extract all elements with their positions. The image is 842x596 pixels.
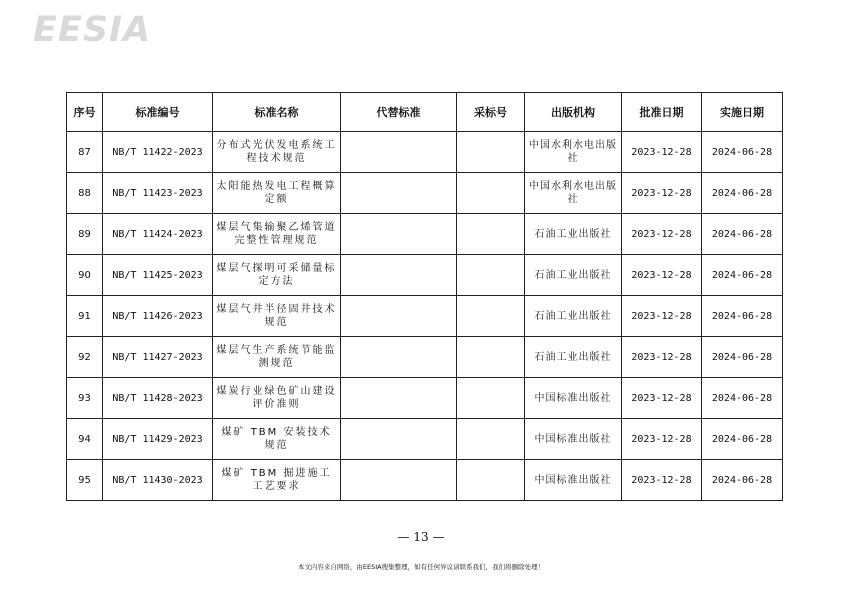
header-replaces: 代替标准: [341, 93, 457, 132]
table-row: [67, 296, 783, 337]
table-row: [67, 214, 783, 255]
cell-std-no: NB/T 11429-2023: [103, 419, 213, 460]
cell-seq: 95: [67, 460, 103, 501]
cell-publisher: 中国标准出版社: [525, 419, 622, 460]
cell-std-no: NB/T 11427-2023: [103, 337, 213, 378]
table-row: [67, 419, 783, 460]
cell-adopted: [457, 173, 525, 214]
cell-seq: 87: [67, 132, 103, 173]
cell-replaces: [341, 378, 457, 419]
page-number: — 13 —: [397, 530, 445, 544]
cell-effective: 2024-06-28: [702, 296, 783, 337]
cell-effective: 2024-06-28: [702, 255, 783, 296]
cell-approved: 2023-12-28: [622, 460, 702, 501]
header-adopted: 采标号: [457, 93, 525, 132]
header-name: 标准名称: [213, 93, 341, 132]
cell-replaces: [341, 419, 457, 460]
cell-approved: 2023-12-28: [622, 337, 702, 378]
cell-effective: 2024-06-28: [702, 460, 783, 501]
cell-adopted: [457, 296, 525, 337]
cell-name: 煤矿 TBM 掘进施工工艺要求: [213, 460, 341, 501]
cell-std-no: NB/T 11426-2023: [103, 296, 213, 337]
footer-disclaimer: 本文内容来自网络，由EESIA搜集整理，如有任何异议请联系我们，我们将删除处理！: [297, 563, 545, 571]
cell-effective: 2024-06-28: [702, 132, 783, 173]
cell-seq: 93: [67, 378, 103, 419]
cell-name: 煤层气探明可采储量标定方法: [213, 255, 341, 296]
header-publisher: 出版机构: [525, 93, 622, 132]
cell-name: 煤层气生产系统节能监测规范: [213, 337, 341, 378]
header-effective: 实施日期: [702, 93, 783, 132]
cell-approved: 2023-12-28: [622, 214, 702, 255]
eesia-watermark-logo: EESIA: [33, 10, 152, 50]
cell-effective: 2024-06-28: [702, 419, 783, 460]
cell-seq: 91: [67, 296, 103, 337]
cell-name: 煤层气井半径固井技术规范: [213, 296, 341, 337]
cell-name: 煤矿 TBM 安装技术规范: [213, 419, 341, 460]
cell-approved: 2023-12-28: [622, 378, 702, 419]
cell-publisher: 石油工业出版社: [525, 296, 622, 337]
cell-replaces: [341, 214, 457, 255]
cell-effective: 2024-06-28: [702, 214, 783, 255]
cell-std-no: NB/T 11425-2023: [103, 255, 213, 296]
standards-table: [66, 92, 783, 501]
cell-adopted: [457, 337, 525, 378]
cell-adopted: [457, 255, 525, 296]
cell-name: 煤炭行业绿色矿山建设评价准则: [213, 378, 341, 419]
table-row: [67, 173, 783, 214]
cell-seq: 89: [67, 214, 103, 255]
cell-name: 分布式光伏发电系统工程技术规范: [213, 132, 341, 173]
cell-approved: 2023-12-28: [622, 132, 702, 173]
table-header-row: [67, 93, 783, 132]
cell-std-no: NB/T 11428-2023: [103, 378, 213, 419]
cell-effective: 2024-06-28: [702, 173, 783, 214]
cell-adopted: [457, 132, 525, 173]
table-row: [67, 132, 783, 173]
table-row: [67, 460, 783, 501]
cell-std-no: NB/T 11422-2023: [103, 132, 213, 173]
header-approved: 批准日期: [622, 93, 702, 132]
cell-seq: 92: [67, 337, 103, 378]
cell-approved: 2023-12-28: [622, 419, 702, 460]
cell-seq: 90: [67, 255, 103, 296]
cell-replaces: [341, 337, 457, 378]
cell-effective: 2024-06-28: [702, 337, 783, 378]
cell-effective: 2024-06-28: [702, 378, 783, 419]
cell-approved: 2023-12-28: [622, 255, 702, 296]
table-body: [67, 132, 783, 501]
header-seq: 序号: [67, 93, 103, 132]
table-row: [67, 337, 783, 378]
cell-name: 太阳能热发电工程概算定额: [213, 173, 341, 214]
cell-publisher: 石油工业出版社: [525, 337, 622, 378]
cell-publisher: 中国标准出版社: [525, 378, 622, 419]
cell-seq: 88: [67, 173, 103, 214]
cell-std-no: NB/T 11424-2023: [103, 214, 213, 255]
cell-publisher: 中国水利水电出版社: [525, 132, 622, 173]
cell-adopted: [457, 460, 525, 501]
cell-std-no: NB/T 11430-2023: [103, 460, 213, 501]
cell-publisher: 石油工业出版社: [525, 214, 622, 255]
cell-publisher: 石油工业出版社: [525, 255, 622, 296]
cell-replaces: [341, 296, 457, 337]
cell-publisher: 中国水利水电出版社: [525, 173, 622, 214]
cell-approved: 2023-12-28: [622, 296, 702, 337]
cell-publisher: 中国标准出版社: [525, 460, 622, 501]
cell-std-no: NB/T 11423-2023: [103, 173, 213, 214]
cell-seq: 94: [67, 419, 103, 460]
cell-name: 煤层气集输聚乙烯管道完整性管理规范: [213, 214, 341, 255]
cell-replaces: [341, 173, 457, 214]
cell-replaces: [341, 255, 457, 296]
header-std-no: 标准编号: [103, 93, 213, 132]
cell-replaces: [341, 460, 457, 501]
cell-adopted: [457, 214, 525, 255]
table-row: [67, 378, 783, 419]
cell-replaces: [341, 132, 457, 173]
cell-adopted: [457, 419, 525, 460]
cell-approved: 2023-12-28: [622, 173, 702, 214]
table-row: [67, 255, 783, 296]
cell-adopted: [457, 378, 525, 419]
